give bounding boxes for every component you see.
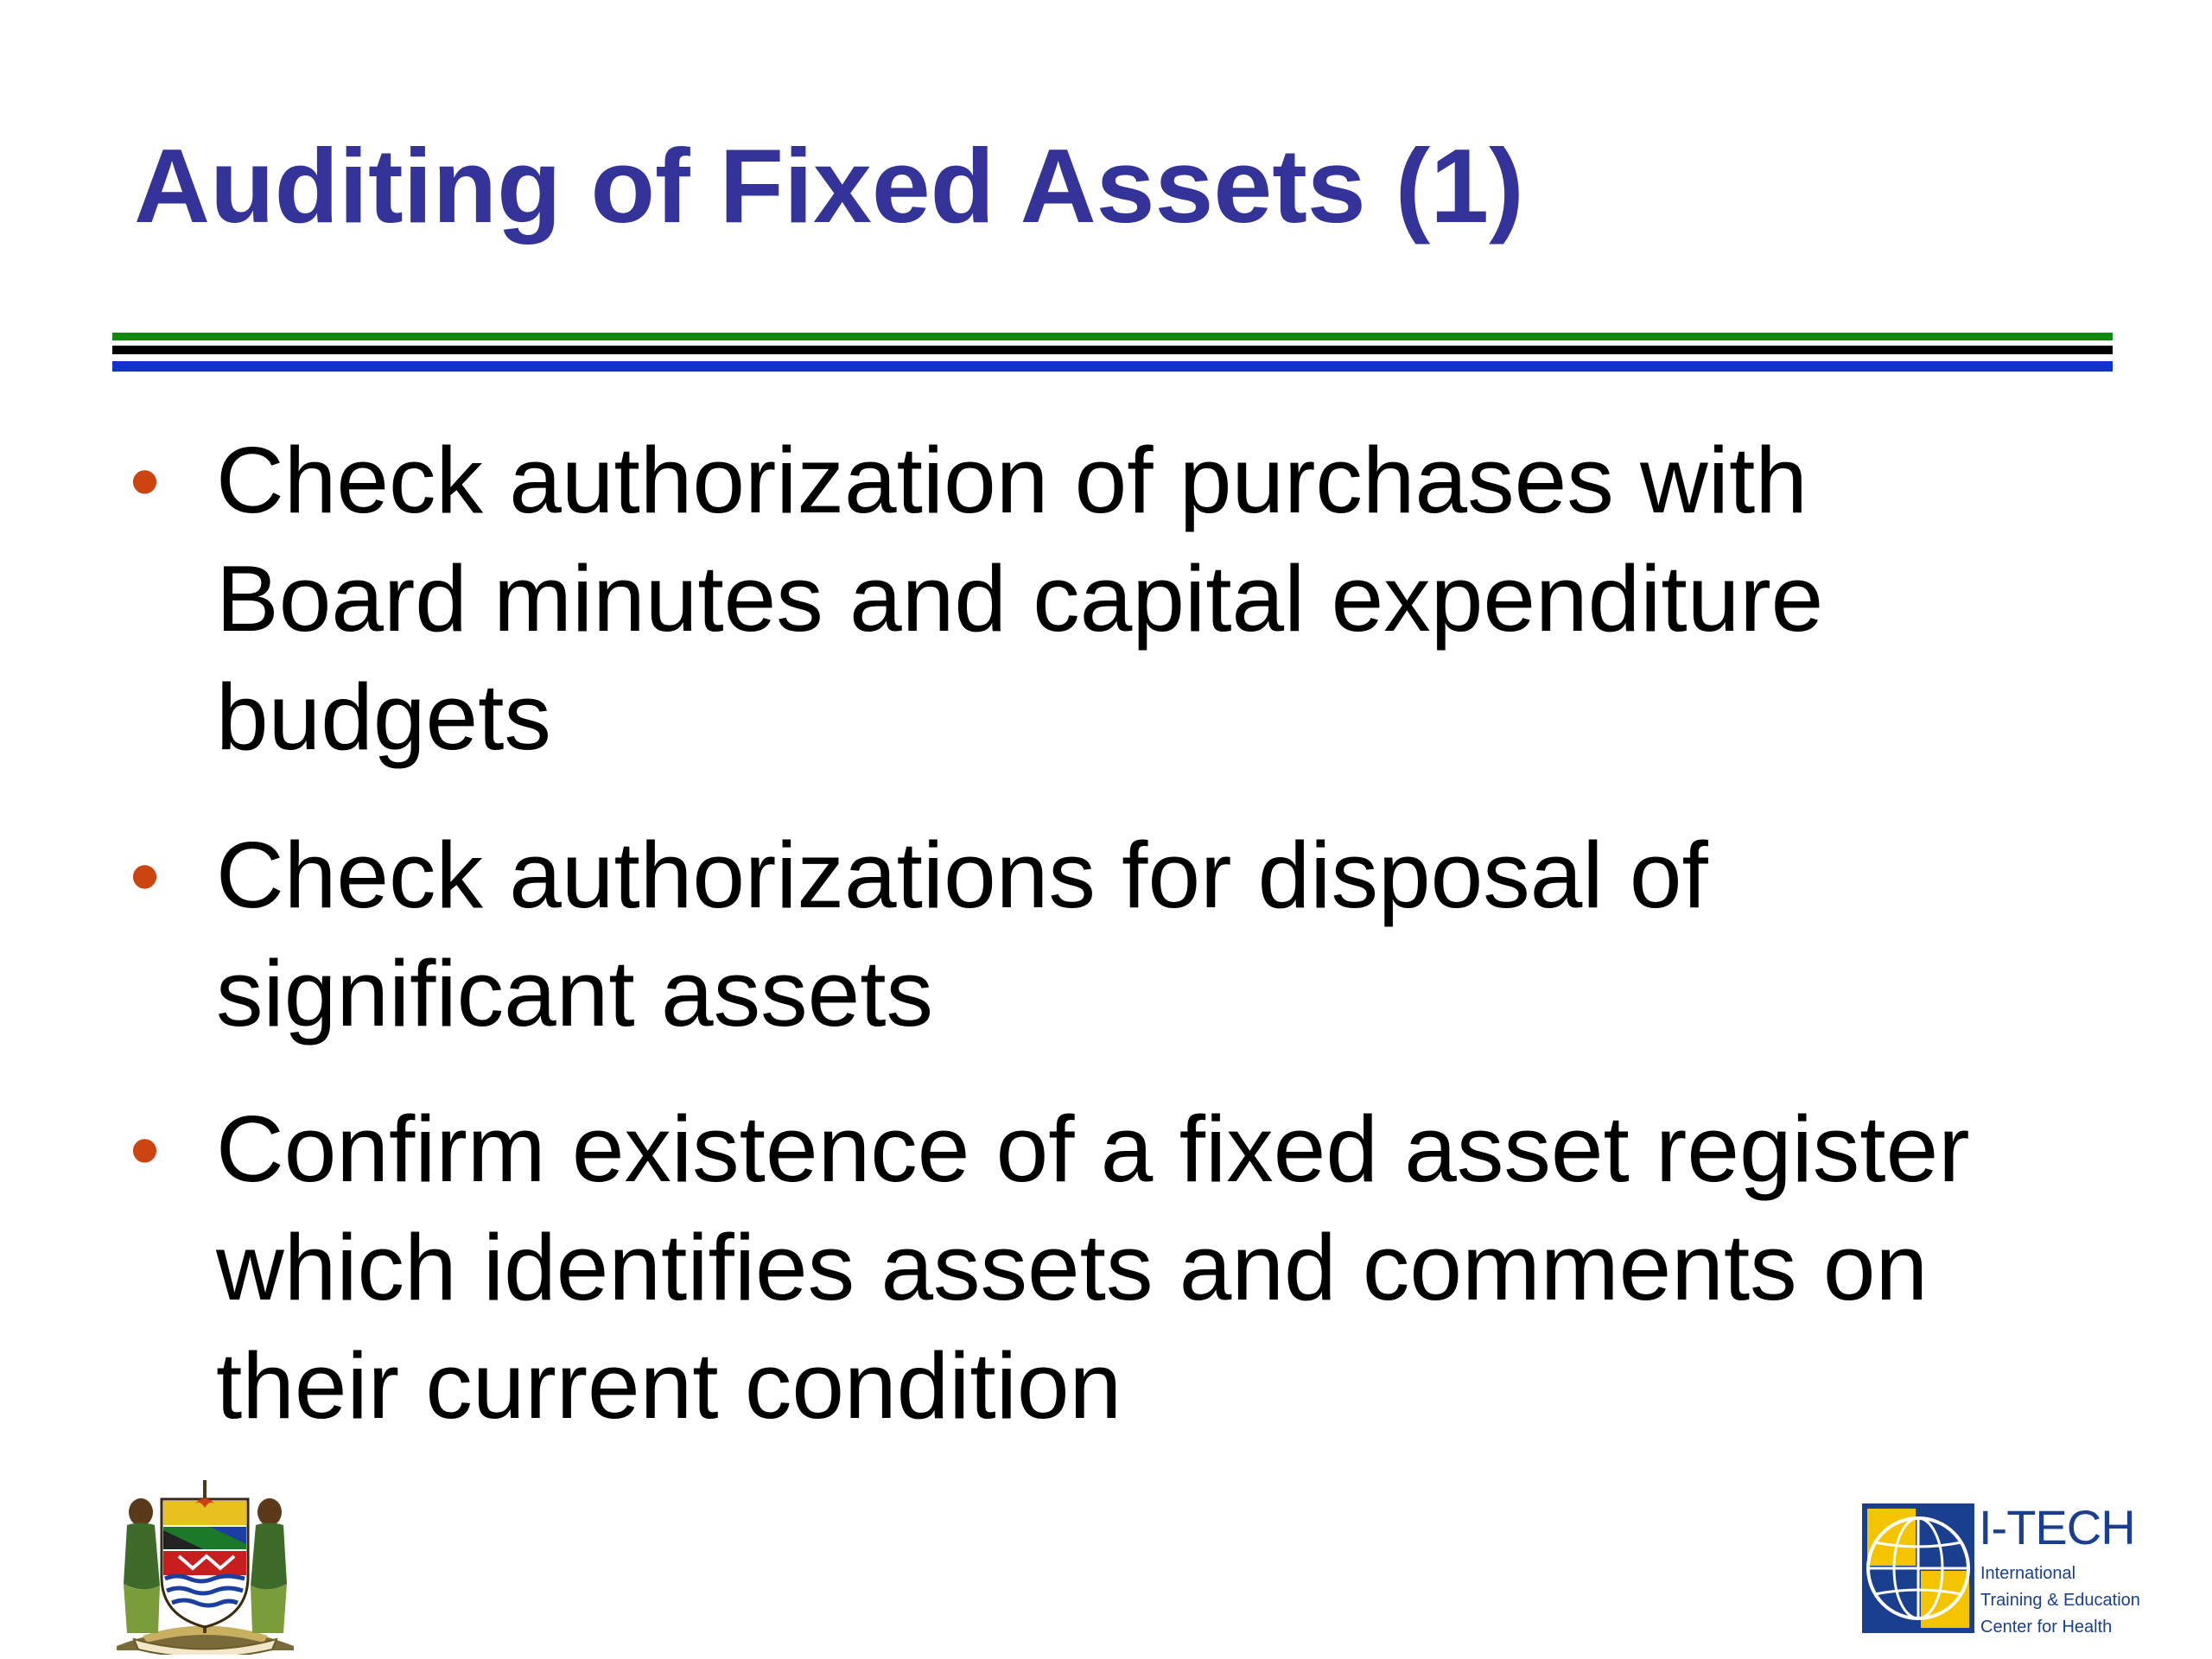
bullet-text <box>216 817 2108 1053</box>
bullet-glyph: • <box>130 433 161 530</box>
bullet-text <box>216 1090 2108 1446</box>
bullet-glyph: • <box>130 828 161 925</box>
bullet-line: which identifies assets and comments on <box>216 1215 1929 1320</box>
coat-of-arms-logo <box>108 1473 302 1655</box>
itech-subtitle-line: Center for Health <box>1980 1618 2113 1637</box>
itech-wordmark: I-TECH <box>1979 1500 2135 1554</box>
itech-logo <box>1862 1499 2139 1642</box>
itech-subtitle-line: Training & Education <box>1980 1591 2140 1610</box>
bullet-line: their current condition <box>216 1333 1122 1439</box>
globe-icon <box>1862 1503 1974 1633</box>
bullet-text <box>216 422 2108 777</box>
bullet-line: Confirm existence of a fixed asset register <box>216 1096 1970 1202</box>
itech-subtitle-line: International <box>1980 1564 2076 1583</box>
bullet-line: significant assets <box>216 941 934 1046</box>
bullet-glyph: • <box>130 1102 161 1198</box>
slide-title: Auditing of Fixed Assets (1) <box>134 127 1524 245</box>
bullet-line: budgets <box>216 664 551 770</box>
bullet-line: Check authorization of purchases with <box>216 428 1808 533</box>
bullet-line: Check authorizations for disposal of <box>216 823 1708 928</box>
bullet-line: Board minutes and capital expenditure <box>216 546 1824 652</box>
